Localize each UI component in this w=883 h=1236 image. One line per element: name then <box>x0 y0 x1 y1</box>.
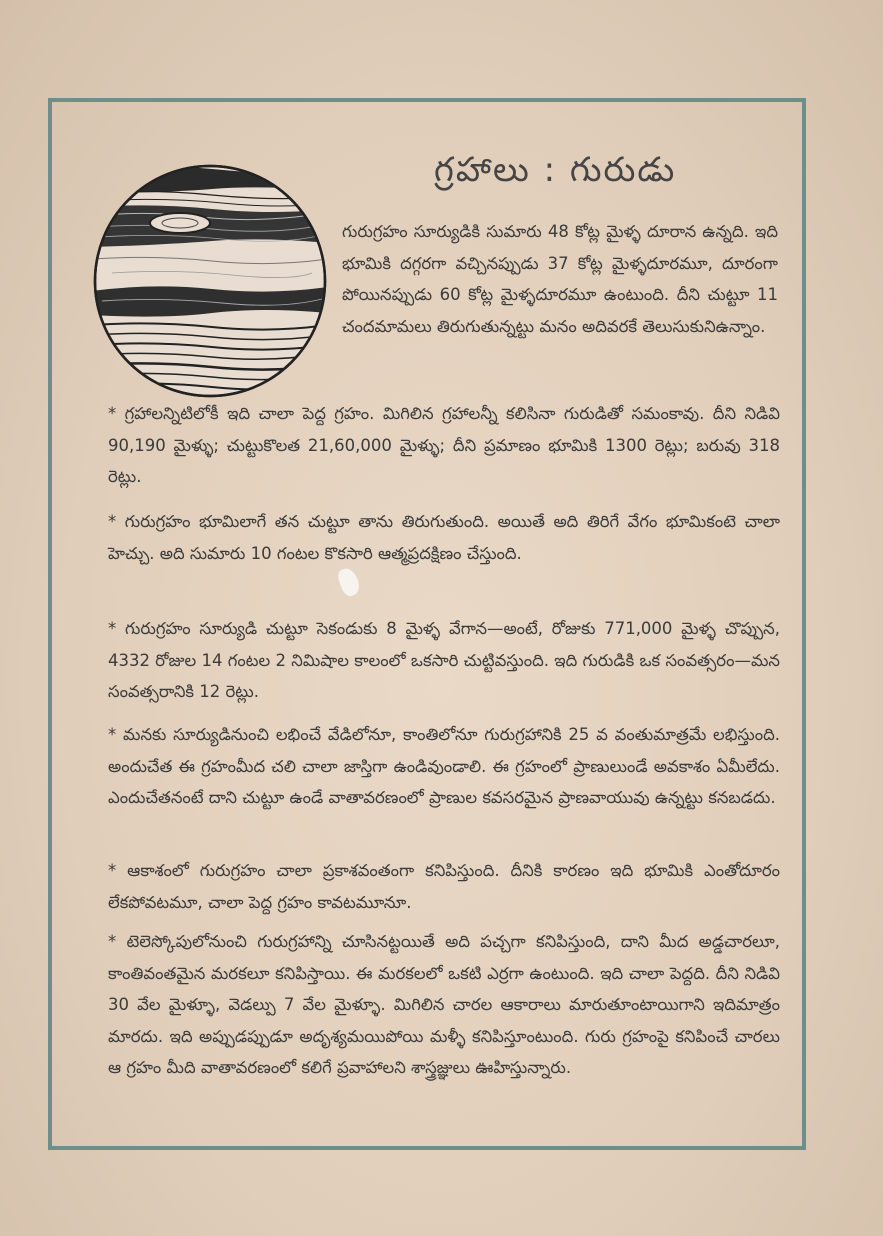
paragraph-telescope: * టెలెస్కోపులోనుంచి గురుగ్రహాన్ని చూసినట్టయితే అది పచ్చగా కనిపిస్తుంది, దాని మీద అడ్డచారలూ, కాంతివంతమైన మరకలూ కనిపిస్తాయి. ఈ మరకలలో ఒకటి ఎర్రగా ఉంటుంది. ఇది చాలా పెద్దది. దీని నిడివి 30 వేల మైళ్ళూ, వెడల్పు 7 వేల మైళ్ళూ. మిగిలిన చారల ఆకారాలు మారుతూంటాయిగాని ఇదిమాత్రం మారదు. ఇది అప్పుడప్పుడూ అదృశ్యమయిపోయి మళ్ళీ కనిపిస్తూంటుంది. గురు గ్రహంపై కనిపించే చారలు ఆ గ్రహం మీది వాతావరణంలో కలిగే ప్రవాహాలని శాస్త్రజ్ఞులు ఊహిస్తున్నారు. <box>108 932 780 1077</box>
paragraph-orbit: * గురుగ్రహం సూర్యుడి చుట్టూ సెకండుకు 8 మైళ్ళ వేగాన—అంటే, రోజుకు 771,000 మైళ్ళ చొప్పున, 4332 రోజుల 14 గంటల 2 నిమిషాల కాలంలో ఒకసారి చుట్టివస్తుంది. ఇది గురుడికి ఒక సంవత్సరం—మన సంవత్సరానికి 12 రెట్లు. <box>108 619 780 701</box>
jupiter-illustration <box>92 163 328 399</box>
intro-paragraph: గురుగ్రహం సూర్యుడికి సుమారు 48 కోట్ల మైళ్ళ దూరాన ఉన్నది. ఇది భూమికి దగ్గరగా వచ్చినప్పుడు 37 కోట్ల మైళ్ళదూరమూ, దూరంగా పోయినప్పుడు 60 కోట్ల మైళ్ళదూరమూ ఉంటుంది. దీని చుట్టూ 11 చందమామలు తిరుగుతున్నట్టు మనం అదివరకే తెలుసుకునిఉన్నాం. <box>342 222 778 336</box>
paragraph-brightness: * ఆకాశంలో గురుగ్రహం చాలా ప్రకాశవంతంగా కనిపిస్తుంది. దీనికి కారణం ఇది భూమికి ఎంతోదూరం లేకపోవటమూ, చాలా పెద్ద గ్రహం కావటమూనూ. <box>108 861 780 912</box>
paragraph-climate: * మనకు సూర్యుడినుంచి లభించే వేడిలోనూ, కాంతిలోనూ గురుగ్రహానికి 25 వ వంతుమాత్రమే లభిస్తుంది. అందుచేత ఈ గ్రహంమీద చలి చాలా జాస్తిగా ఉండివుండాలి. ఈ గ్రహంలో ప్రాణులుండే అవకాశం ఏమీలేదు. ఎందుచేతనంటే దాని చుట్టూ ఉండే వాతావరణంలో ప్రాణుల కవసరమైన ప్రాణవాయువు ఉన్నట్టు కనబడదు. <box>108 725 780 807</box>
page-title: గ్రహాలు : గురుడు <box>434 150 677 190</box>
paragraph-rotation: * గురుగ్రహం భూమిలాగే తన చుట్టూ తాను తిరుగుతుంది. అయితే అది తిరిగే వేగం భూమికంటె చాలా హెచ్చు. అది సుమారు 10 గంటల కొకసారి ఆత్మప్రదక్షిణం చేస్తుంది. <box>108 512 780 563</box>
paragraph-size: * గ్రహాలన్నిటిలోకీ ఇది చాలా పెద్ద గ్రహం. మిగిలిన గ్రహాలన్నీ కలిసినా గురుడితో సమంకావు. దీని నిడివి 90,190 మైళ్ళు; చుట్టుకొలత 21,60,000 మైళ్ళు; దీని ప్రమాణం భూమికి 1300 రెట్లు; బరువు 318 రెట్లు. <box>108 404 780 486</box>
